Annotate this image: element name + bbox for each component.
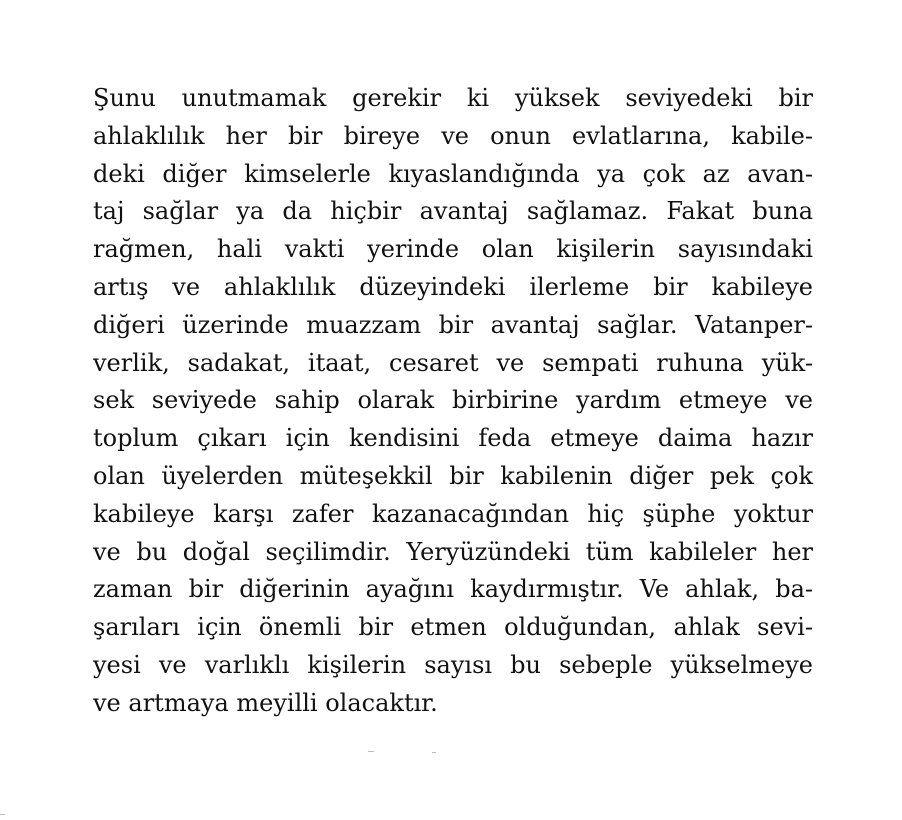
paragraph-line: ve artmaya meyilli olacaktır. [93, 688, 438, 717]
paragraph-line: şarıları için önemli bir etmen olduğundan, ahlak sevi- [93, 613, 813, 642]
paragraph-line: deki diğer kimselerle kıyaslandığında ya çok az avan- [93, 159, 813, 188]
paragraph-line: toplum çıkarı için kendisini feda etmeye daima hazır [93, 424, 813, 453]
paragraph-line: yesi ve varlıklı kişilerin sayısı bu sebeple yükselmeye [93, 650, 813, 679]
scan-artifact [0, 814, 5, 815]
paragraph-line: rağmen, hali vakti yerinde olan kişilerin sayısındaki [93, 235, 813, 264]
paragraph-line: zaman bir diğerinin ayağını kaydırmıştır. Ve ahlak, ba- [93, 575, 813, 604]
scan-artifact [368, 751, 374, 752]
paragraph-line: sek seviyede sahip olarak birbirine yardım etmeye ve [93, 386, 813, 415]
scan-artifact [432, 752, 436, 753]
paragraph-line: ahlaklılık her bir bireye ve onun evlatlarına, kabile- [93, 121, 813, 150]
paragraph-line: artış ve ahlaklılık düzeyindeki ilerleme bir kabileye [93, 272, 813, 301]
paragraph-line: kabileye karşı zafer kazanacağından hiç şüphe yoktur [93, 499, 813, 528]
paragraph-line: olan üyelerden müteşekkil bir kabilenin diğer pek çok [93, 461, 813, 490]
paragraph-line: ve bu doğal seçilimdir. Yeryüzündeki tüm kabileler her [93, 537, 813, 566]
paragraph-line: taj sağlar ya da hiçbir avantaj sağlamaz. Fakat buna [93, 197, 813, 226]
paragraph-line: verlik, sadakat, itaat, cesaret ve sempati ruhuna yük- [93, 348, 813, 377]
paragraph-line: Şunu unutmamak gerekir ki yüksek seviyedeki bir [93, 84, 813, 112]
paragraph-line: diğeri üzerinde muazzam bir avantaj sağlar. Vatanper- [93, 310, 813, 339]
body-paragraph [93, 80, 813, 723]
